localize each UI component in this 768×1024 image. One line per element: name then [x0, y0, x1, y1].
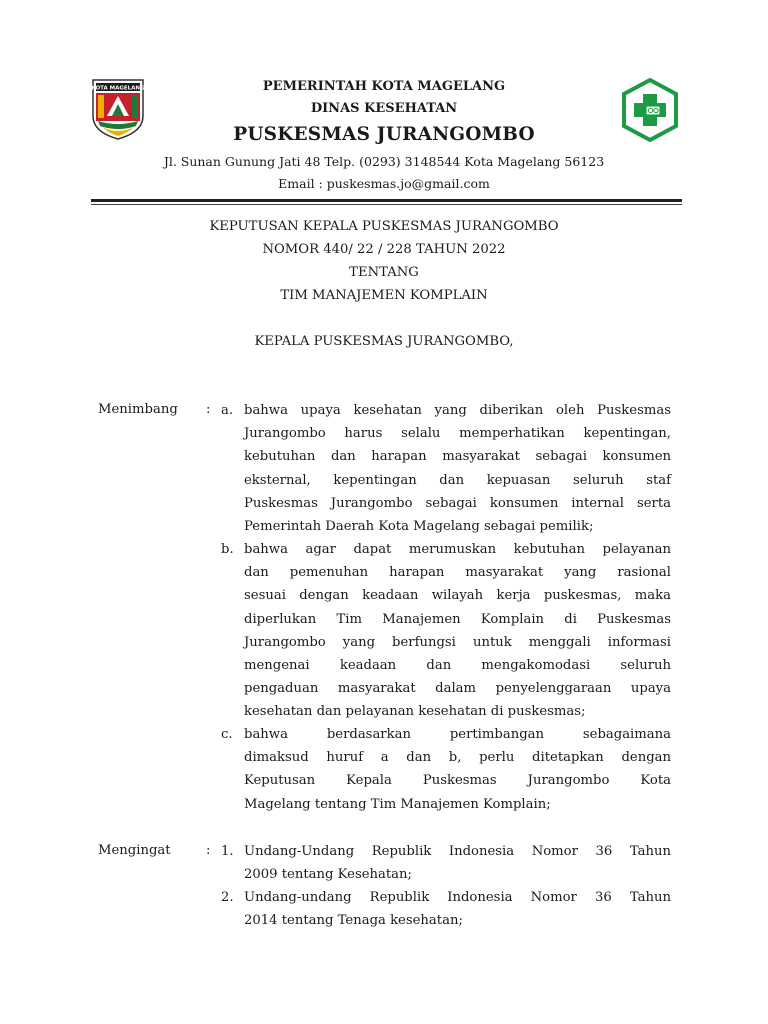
item-line: Puskesmas Jurangombo sebagai konsumen internal serta [244, 495, 671, 511]
kop-line-dinas: DINAS KESEHATAN [310, 101, 458, 116]
item-line: pengaduan masyarakat dalam penyelenggaraan upaya [244, 681, 671, 697]
item-line: 2014 tentang Tenaga kesehatan; [244, 913, 463, 929]
kop-address: Jl. Sunan Gunung Jati 48 Telp. (0293) 3148544 Kota Magelang 56123 [163, 154, 605, 169]
item-marker: 2. [221, 890, 234, 905]
menimbang-item-a [221, 399, 671, 538]
item-marker: c. [221, 727, 233, 742]
kota-magelang-emblem [90, 78, 146, 140]
item-line: Undang-undang Republik Indonesia Nomor 36 Tahun [244, 890, 671, 905]
emblem-text: KOTA MAGELANG [91, 85, 145, 92]
item-line: Magelang tentang Tim Manajemen Komplain; [244, 796, 551, 812]
menimbang-item-b [221, 538, 671, 724]
item-line: bahwa agar dapat merumuskan kebutuhan pelayanan [244, 542, 671, 557]
item-line: eksternal, kepentingan dan kepuasan seluruh staf [244, 472, 671, 488]
item-line: dan pemenuhan harapan masyarakat yang rasional [244, 565, 671, 581]
item-line: mengenai keadaan dan mengakomodasi seluruh [244, 658, 671, 674]
item-line: bahwa upaya kesehatan yang diberikan oleh Puskesmas [244, 403, 671, 418]
decree-subject: TIM MANAJEMEN KOMPLAIN [280, 288, 488, 303]
item-line: Keputusan Kepala Puskesmas Jurangombo Kota [244, 773, 671, 789]
item-marker: a. [221, 403, 234, 418]
kop-line-pemerintah: PEMERINTAH KOTA MAGELANG [262, 79, 506, 94]
menimbang-item-c [221, 723, 671, 816]
mengingat-item-2 [221, 886, 671, 932]
item-line: Pemerintah Daerah Kota Magelang sebagai pemilik; [244, 519, 594, 535]
item-line: 2009 tentang Kesehatan; [244, 867, 412, 883]
item-line: dimaksud huruf a dan b, perlu ditetapkan dengan [244, 750, 671, 766]
item-marker: 1. [221, 844, 234, 859]
item-line: bahwa berdasarkan pertimbangan sebagaimana [244, 727, 671, 742]
mengingat-item-1 [221, 840, 671, 886]
decree-number: NOMOR 440/ 22 / 228 TAHUN 2022 [262, 242, 506, 257]
item-line: Jurangombo harus selalu memperhatikan kepentingan, [244, 426, 671, 442]
item-line: Undang-Undang Republik Indonesia Nomor 36 Tahun [244, 844, 671, 859]
menimbang-label: Menimbang [98, 402, 178, 417]
kop-email: Email : puskesmas.jo@gmail.com [278, 176, 490, 191]
menimbang-colon: : [206, 402, 211, 417]
decree-tentang: TENTANG [349, 265, 419, 280]
header-divider-thin [91, 204, 682, 205]
mengingat-label: Mengingat [98, 843, 171, 858]
decree-title: KEPUTUSAN KEPALA PUSKESMAS JURANGOMBO [209, 219, 559, 234]
item-marker: b. [221, 542, 234, 557]
item-line: Jurangombo yang berfungsi untuk menggali informasi [244, 634, 671, 650]
header-divider-thick [91, 199, 682, 202]
item-line: kebutuhan dan harapan masyarakat sebagai konsumen [244, 449, 671, 465]
mengingat-colon: : [206, 843, 211, 858]
item-line: sesuai dengan keadaan wilayah kerja puskesmas, maka [244, 588, 671, 604]
kop-line-puskesmas: PUSKESMAS JURANGOMBO [233, 124, 535, 145]
item-line: kesehatan dan pelayanan kesehatan di puskesmas; [244, 704, 586, 720]
decree-issuer: KEPALA PUSKESMAS JURANGOMBO, [254, 334, 514, 349]
puskesmas-logo [618, 78, 682, 142]
item-line: diperlukan Tim Manajemen Komplain di Puskesmas [244, 611, 671, 627]
